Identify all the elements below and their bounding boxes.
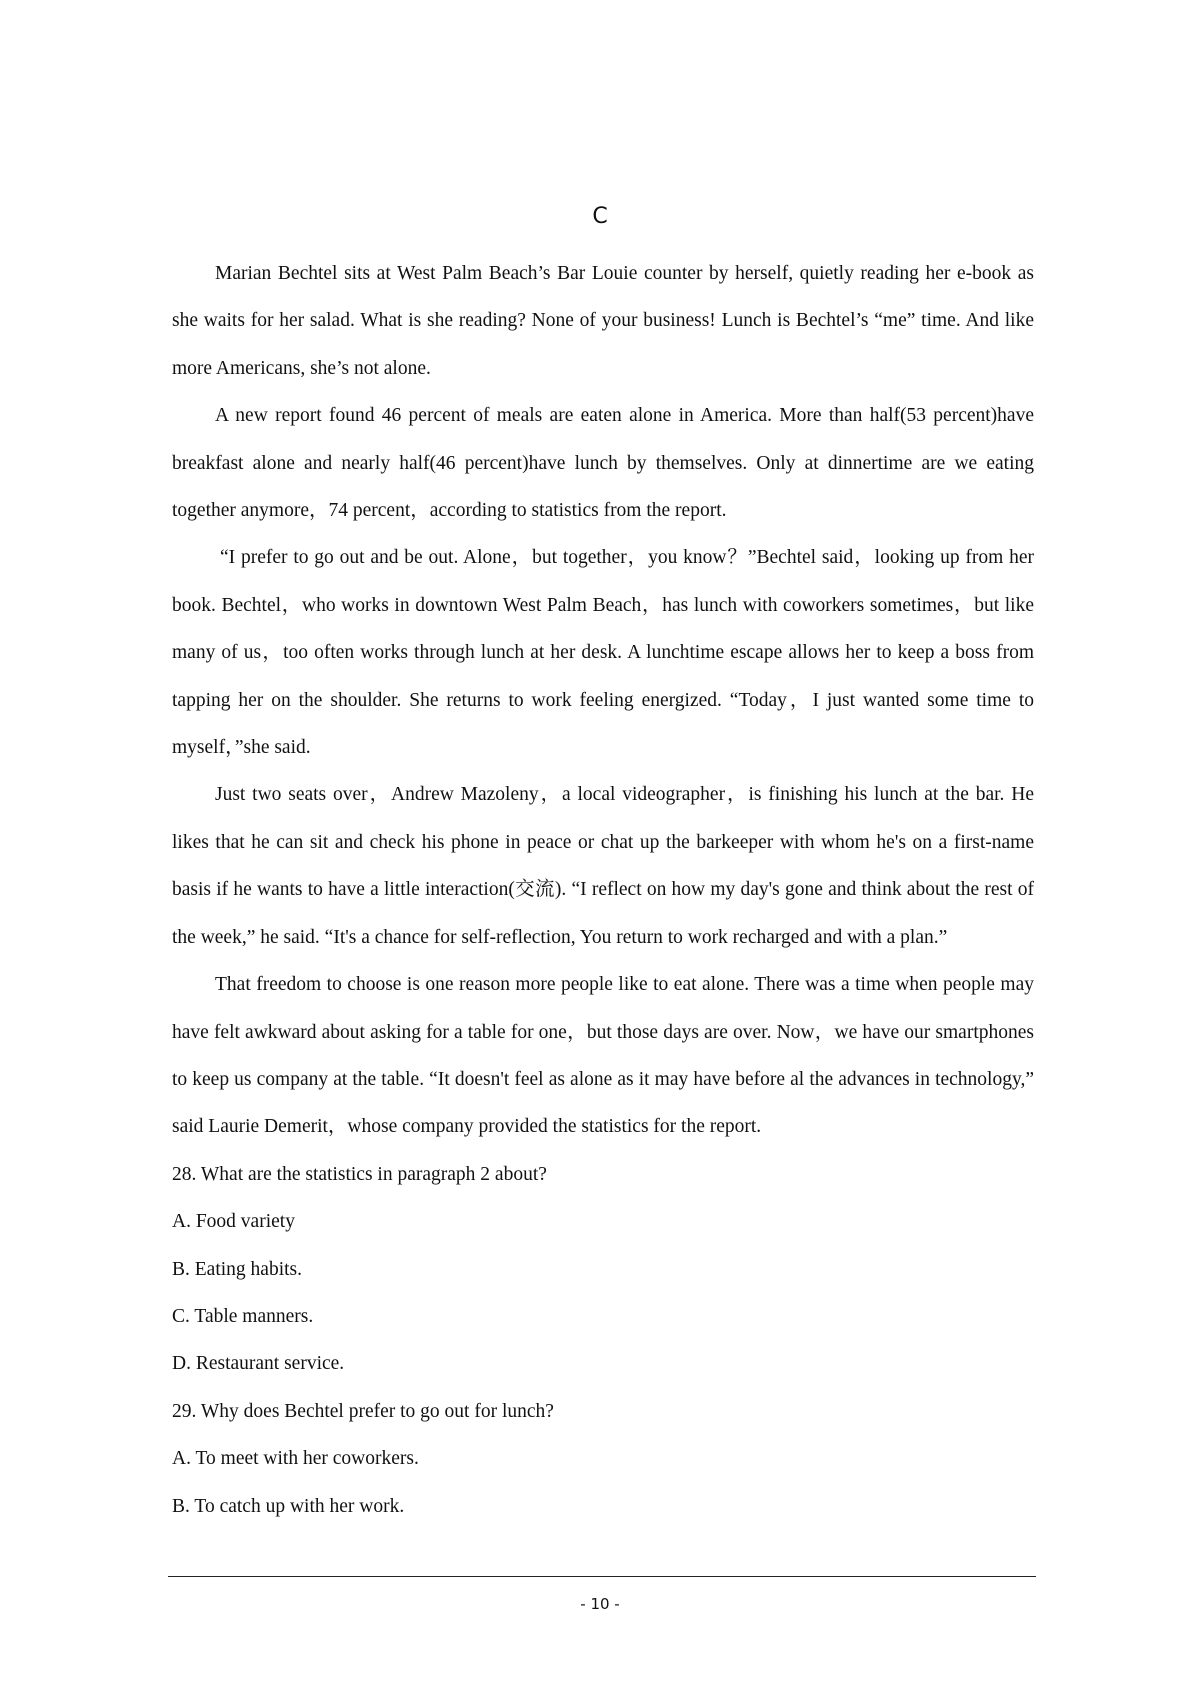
passage-paragraph-1: Marian Bechtel sits at West Palm Beach’s Bar Louie counter by herself, quietly reading her e-book as she waits for her salad. What is she reading? None of your business! Lunch is Bechtel’s “me” time. And like more Americans, she’s not alone. (172, 263, 1034, 379)
section-heading: C (592, 204, 608, 229)
question-28-option-b: B. Eating habits. (172, 1258, 302, 1280)
question-28-option-a: A. Food variety (172, 1211, 295, 1233)
page-number: - 10 - (580, 1595, 620, 1613)
passage-paragraph-2: A new report found 46 percent of meals are eaten alone in America. More than half(53 percent)have breakfast alone and nearly half(46 percent)have lunch by themselves. Only at dinnertime are we eating together anymore，74 percent，according to statistics from the report. (172, 405, 1034, 522)
question-29-option-b: B. To catch up with her work. (172, 1495, 405, 1517)
footer-divider (168, 1576, 1036, 1577)
question-29-option-a: A. To meet with her coworkers. (172, 1448, 419, 1470)
reading-passage (172, 250, 1034, 1530)
question-28-stem: 28. What are the statistics in paragraph 2 about? (172, 1163, 547, 1185)
question-29-stem: 29. Why does Bechtel prefer to go out for lunch? (172, 1400, 554, 1422)
passage-paragraph-3: “I prefer to go out and be out. Alone，but together，you know？”Bechtel said，looking up from her book. Bechtel，who works in downtown West Palm Beach，has lunch with coworkers sometimes，but like many of us，too often works through lunch at her desk. A lunchtime escape allows her to keep a boss from tapping her on the shoulder. She returns to work feeling energized. “Today，I just wanted some time to myself，”she said. (172, 547, 1034, 759)
question-28-option-d: D. Restaurant service. (172, 1353, 345, 1375)
question-28-option-c: C. Table manners. (172, 1305, 314, 1327)
passage-paragraph-5: That freedom to choose is one reason more people like to eat alone. There was a time when people may have felt awkward about asking for a table for one，but those days are over. Now，we have our smartphones to keep us company at the table. “It doesn't feel as alone as it may have before al the advances in technology,” said Laurie Demerit，whose company provided the statistics for the report. (172, 974, 1034, 1138)
question-29 (172, 1388, 1034, 1530)
passage-paragraph-4: Just two seats over，Andrew Mazoleny，a local videographer，is finishing his lunch at the bar. He likes that he can sit and check his phone in peace or chat up the barkeeper with whom he's on a first-name basis if he wants to have a little interaction(交流). “I reflect on how my day's gone and think about the rest of the week,” he said. “It's a chance for self-reflection, You return to work recharged and with a plan.” (172, 784, 1034, 948)
question-28 (172, 1151, 1034, 1388)
